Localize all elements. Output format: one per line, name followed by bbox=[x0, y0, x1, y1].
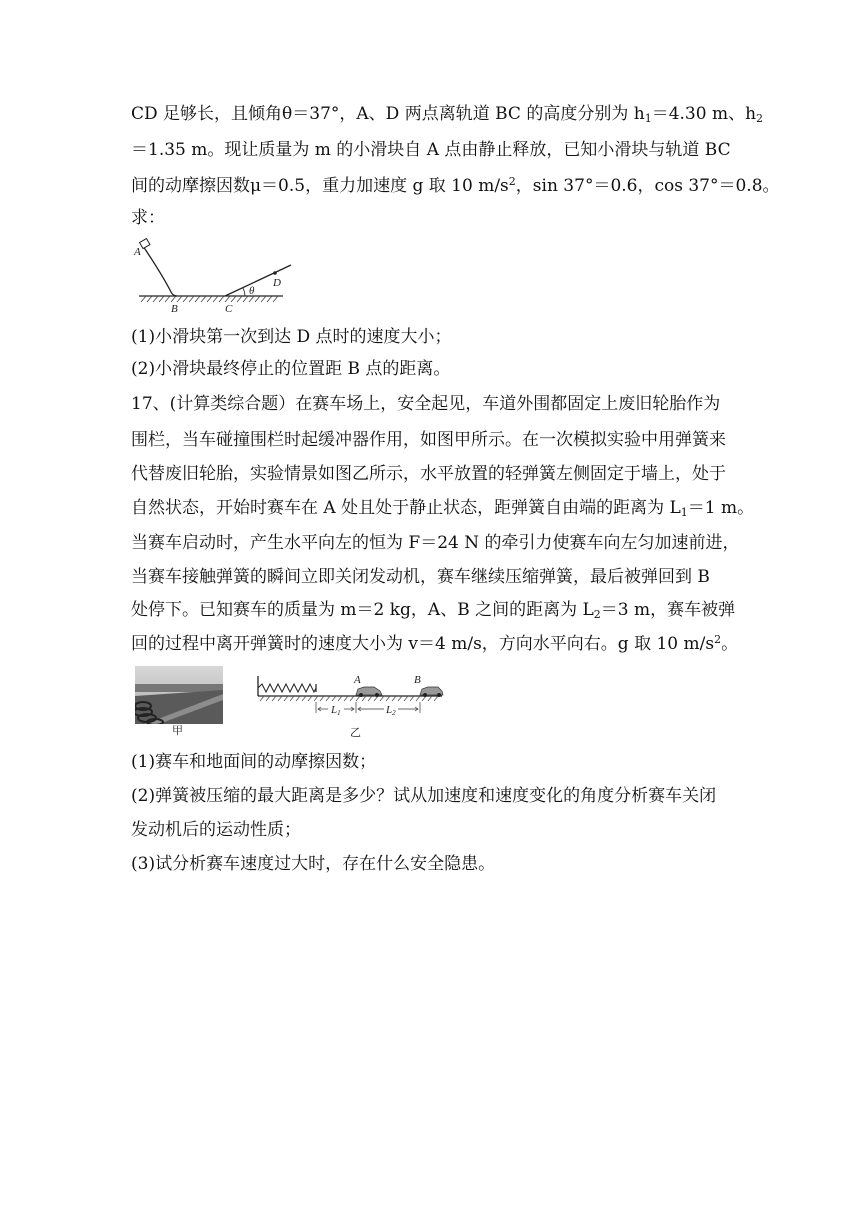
label-B: B bbox=[171, 303, 178, 315]
racetrack-photo bbox=[135, 666, 223, 736]
incline-track-figure bbox=[133, 236, 303, 316]
label-B: B bbox=[414, 674, 421, 686]
label-C: C bbox=[225, 303, 233, 315]
label-D: D bbox=[273, 277, 281, 289]
p16-question-1: (1)小滑块第一次到达 D 点时的速度大小； bbox=[131, 327, 452, 347]
p17-question-1: (1)赛车和地面间的动摩擦因数； bbox=[131, 752, 377, 772]
p17-question-2b: 发动机后的运动性质； bbox=[131, 820, 301, 840]
p17-line-2: 围栏，当车碰撞围栏时起缓冲器作用，如图甲所示。在一次模拟实验中用弹簧来 bbox=[131, 430, 726, 450]
p17-line-3: 代替废旧轮胎，实验情景如图乙所示，水平放置的轻弹簧左侧固定于墙上，处于 bbox=[131, 464, 726, 484]
label-A: A bbox=[354, 674, 361, 686]
p17-question-3: (3)试分析赛车速度过大时，存在什么安全隐患。 bbox=[131, 854, 496, 874]
p17-line-7: 处停下。已知赛车的质量为 m＝2 kg，A、B 之间的距离为 $L_2=3$ m，赛车被弹 bbox=[131, 600, 736, 621]
p16-line-1: CD 足够长，且倾角θ＝37°，A、D 两点离轨道 BC 的高度分别为 $h_1=4.30$ m、$h_2$ bbox=[131, 104, 764, 125]
label-L1: L1 bbox=[331, 704, 341, 717]
label-theta: θ bbox=[249, 285, 255, 297]
p17-line-6: 当赛车接触弹簧的瞬间立即关闭发动机，赛车继续压缩弹簧，最后被弹回到 B bbox=[131, 567, 710, 587]
caption-jia: 甲 bbox=[172, 724, 183, 736]
caption-yi: 乙 bbox=[350, 726, 361, 739]
p17-line-8: 回的过程中离开弹簧时的速度大小为 v＝4 m/s，方向水平向右。g 取 10 $m/s^2$。 bbox=[131, 633, 739, 654]
spring-car-diagram bbox=[252, 672, 448, 740]
p16-line-4: 求： bbox=[131, 208, 165, 228]
p16-line-2: ＝1.35 m。现让质量为 m 的小滑块自 A 点由静止释放，已知小滑块与轨道 BC bbox=[131, 140, 731, 160]
p17-line-1: 17、(计算类综合题）在赛车场上，安全起见，车道外围都固定上废旧轮胎作为 bbox=[131, 394, 721, 414]
p17-line-5: 当赛车启动时，产生水平向左的恒为 F＝24 N 的牵引力使赛车向左匀加速前进， bbox=[131, 533, 740, 553]
label-A: A bbox=[134, 246, 141, 258]
label-L2: L2 bbox=[386, 704, 396, 717]
p17-line-4: 自然状态，开始时赛车在 A 处且处于静止状态，距弹簧自由端的距离为 $L_1=1$ m。 bbox=[131, 498, 755, 519]
p16-line-3: 间的动摩擦因数μ＝0.5，重力加速度 g 取 10 $m/s^2$，sin 37°＝0.6，cos 37°＝0.8。 bbox=[131, 175, 780, 196]
p16-question-2: (2)小滑块最终停止的位置距 B 点的距离。 bbox=[131, 359, 451, 379]
p17-question-2a: (2)弹簧被压缩的最大距离是多少？试从加速度和速度变化的角度分析赛车关闭 bbox=[131, 786, 717, 806]
